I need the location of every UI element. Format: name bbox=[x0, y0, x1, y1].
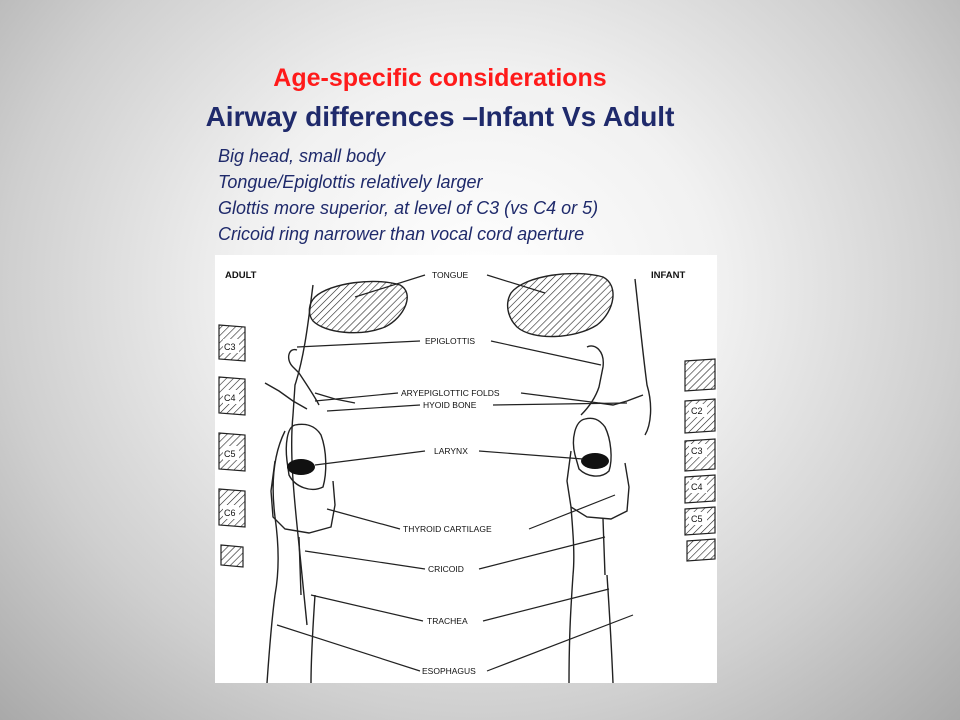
airway-diagram-svg bbox=[215, 255, 717, 683]
label-aryepiglottic-folds: ARYEPIGLOTTIC FOLDS bbox=[401, 388, 500, 398]
airway-diagram bbox=[215, 255, 717, 683]
label-esophagus: ESOPHAGUS bbox=[422, 666, 476, 676]
bullet-item: Cricoid ring narrower than vocal cord aperture bbox=[218, 224, 585, 244]
adult-vertebra-label: C6 bbox=[224, 508, 236, 518]
adult-vertebra-label: C5 bbox=[224, 449, 236, 459]
infant-vertebra-label: C5 bbox=[691, 514, 703, 524]
adult-tongue bbox=[309, 281, 407, 332]
slide-subtitle: Airway differences –Infant Vs Adult bbox=[205, 101, 675, 132]
infant-vertebra-label: C3 bbox=[691, 446, 703, 456]
infant-vertebrae bbox=[685, 359, 715, 561]
bullet-item: Glottis more superior, at level of C3 (vs C4 or 5) bbox=[218, 198, 599, 218]
label-trachea: TRACHEA bbox=[427, 616, 468, 626]
infant-tongue bbox=[508, 274, 613, 337]
slide-title: Age-specific considerations bbox=[273, 64, 607, 92]
label-cricoid: CRICOID bbox=[428, 564, 464, 574]
infant-vertebra-label: C4 bbox=[691, 482, 703, 492]
infant-label: INFANT bbox=[651, 270, 686, 281]
adult-vertebra-label: C3 bbox=[224, 342, 236, 352]
label-larynx: LARYNX bbox=[434, 446, 468, 456]
infant-airway bbox=[567, 279, 651, 683]
label-hyoid-bone: HYOID BONE bbox=[423, 400, 477, 410]
label-thyroid-cartilage: THYROID CARTILAGE bbox=[403, 524, 492, 534]
adult-vertebra-label: C4 bbox=[224, 393, 236, 403]
leader-lines bbox=[277, 275, 633, 671]
bullet-item: Tongue/Epiglottis relatively larger bbox=[218, 172, 483, 192]
adult-glottis bbox=[287, 459, 315, 475]
bullet-list bbox=[218, 143, 598, 247]
adult-label: ADULT bbox=[225, 270, 257, 281]
infant-vertebra-label: C2 bbox=[691, 406, 703, 416]
bullet-item: Big head, small body bbox=[218, 146, 386, 166]
label-epiglottis: EPIGLOTTIS bbox=[425, 336, 476, 346]
infant-glottis bbox=[581, 453, 609, 469]
label-tongue: TONGUE bbox=[432, 270, 469, 280]
